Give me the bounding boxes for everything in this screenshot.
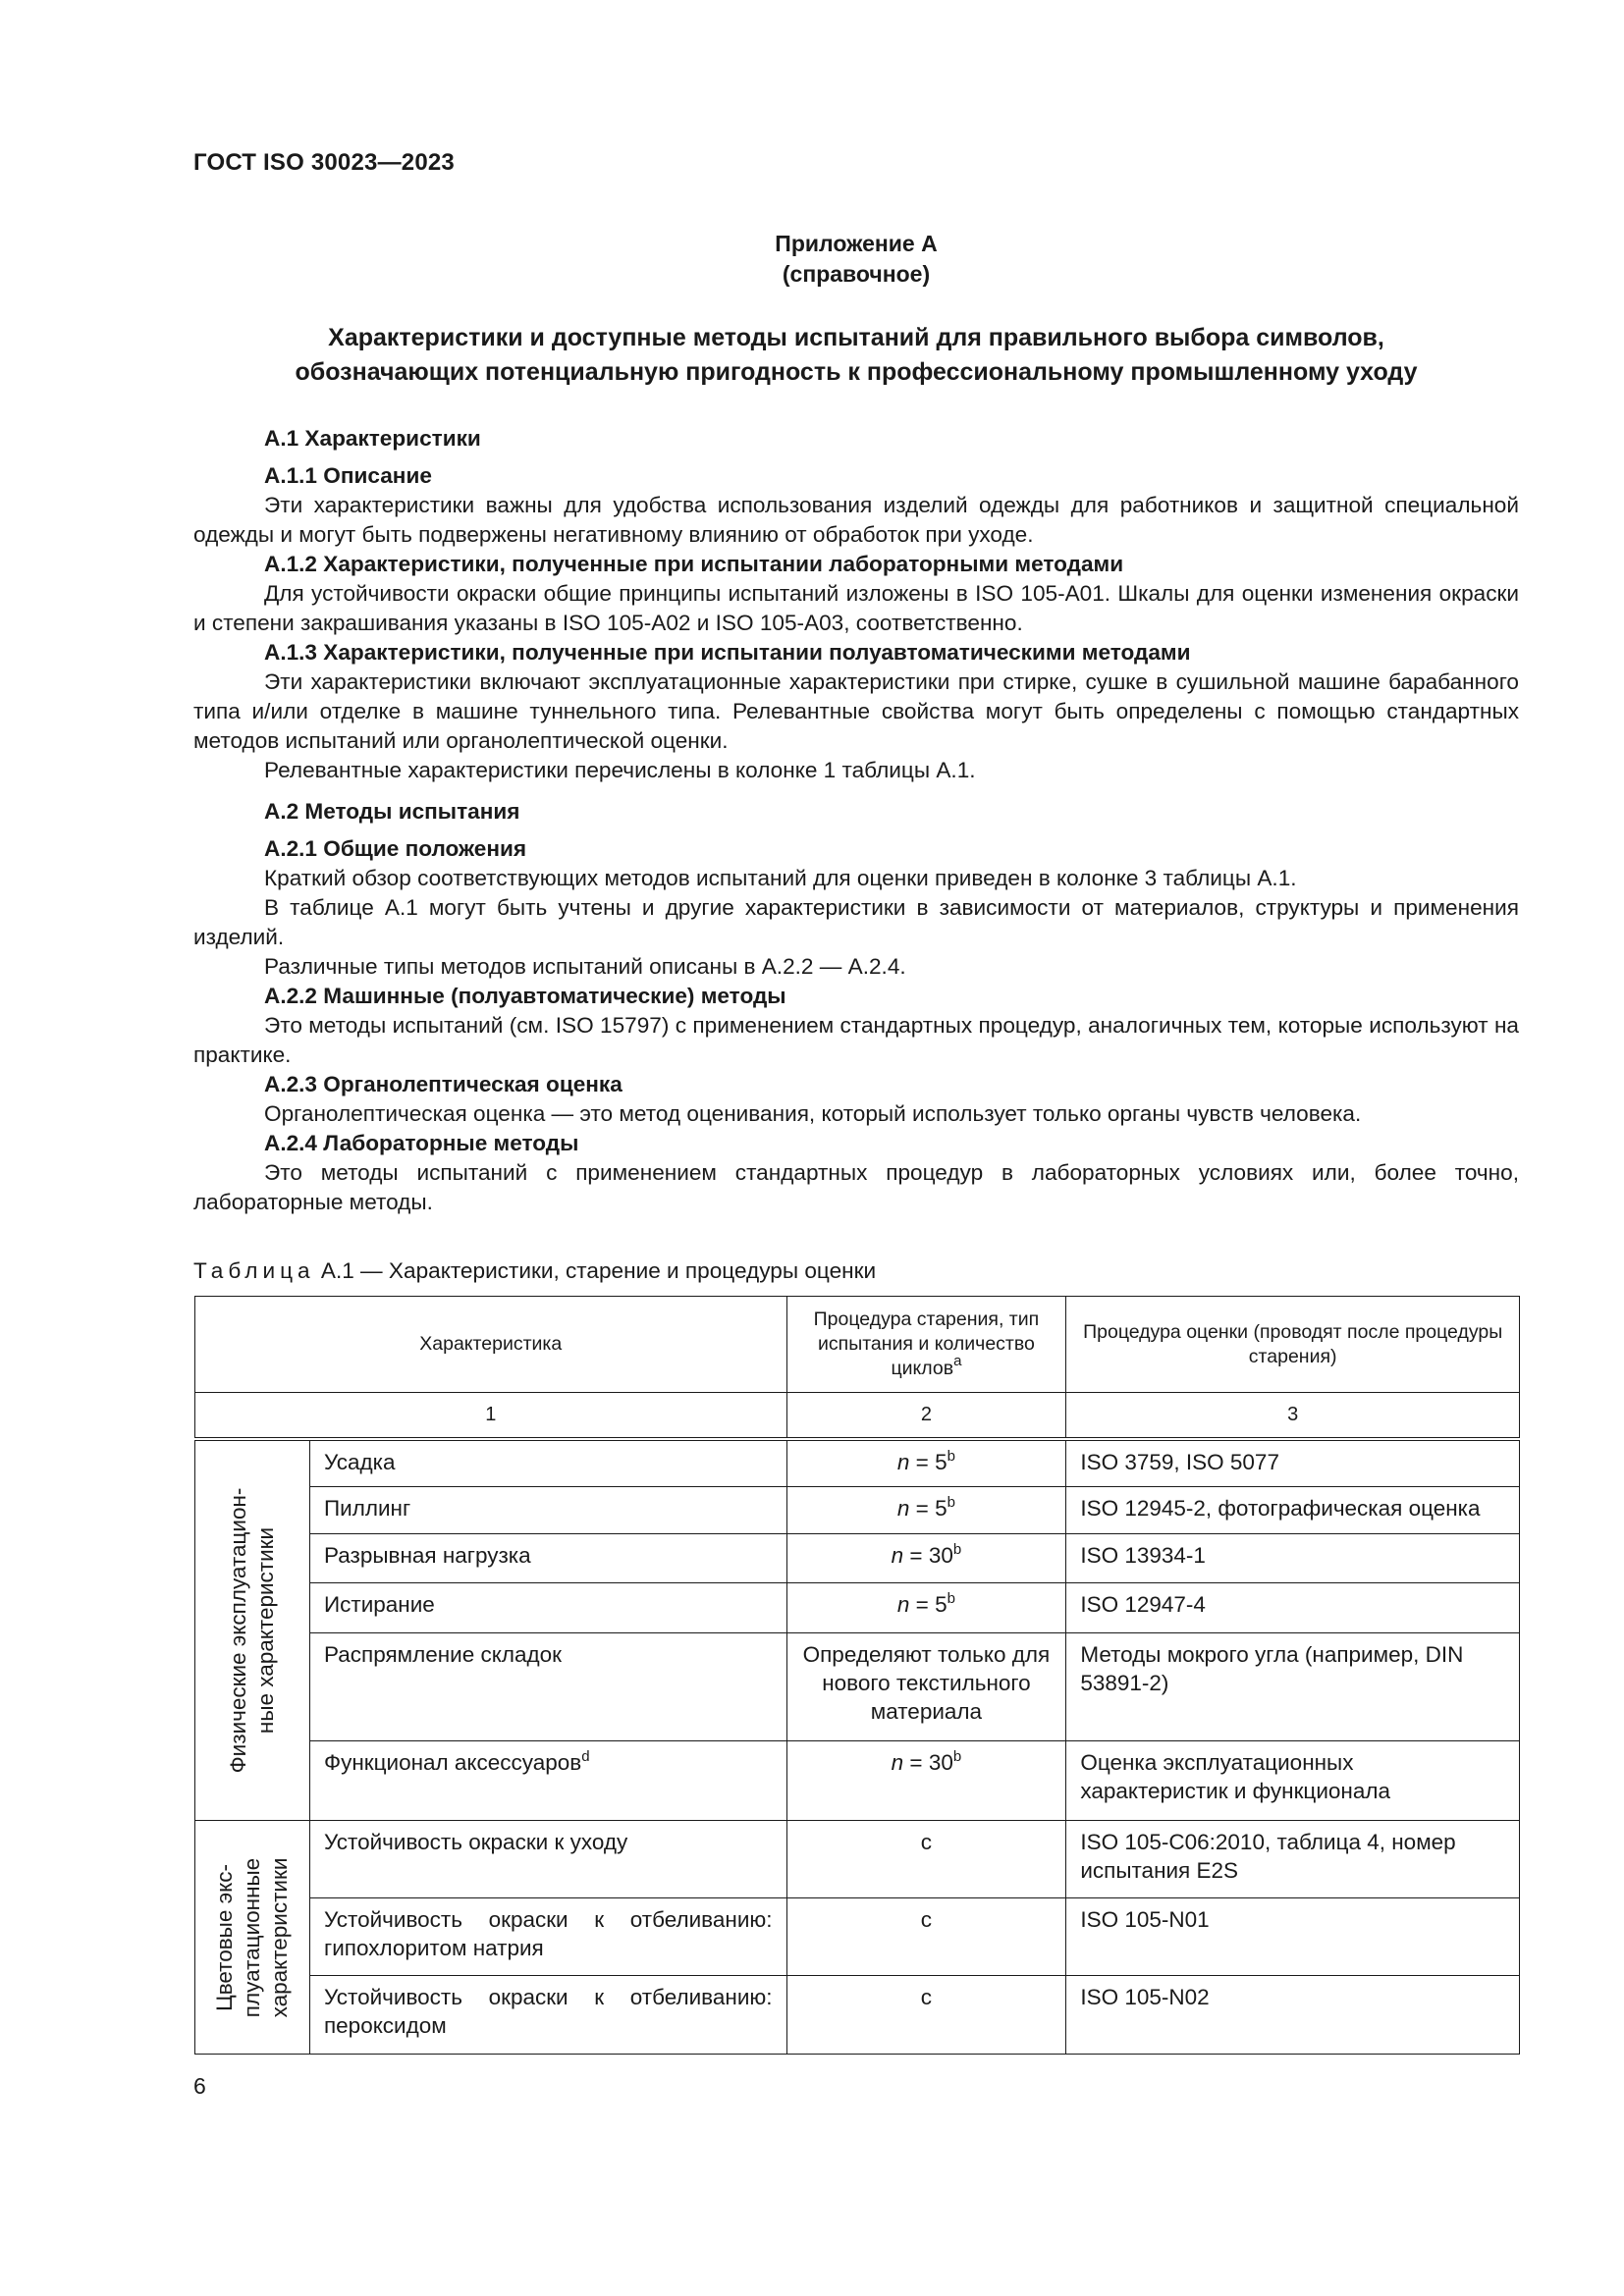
table-row — [195, 1821, 1520, 1898]
aging-cell: c — [786, 1976, 1066, 2055]
table-header-row — [195, 1297, 1520, 1393]
document-code: ГОСТ ISO 30023—2023 — [193, 149, 455, 176]
table-row — [195, 1439, 1520, 1486]
characteristic-cell: Пиллинг — [309, 1486, 786, 1533]
appendix-title: Приложение А — [775, 231, 938, 256]
header-aging-footnote: a — [953, 1353, 962, 1369]
group-label-color-line2: плуатационные — [239, 1857, 264, 2017]
evaluation-cell: Оценка эксплуатационных характеристик и функционала — [1066, 1741, 1520, 1821]
paragraph-a12: Для устойчивости окраски общие принципы испытаний изложены в ISO 105-A01. Шкалы для оценки изменения окраски и степени закрашивания указаны в ISO 105-A02 и ISO 105-A03, соответственно. — [193, 581, 1519, 635]
section-heading-a11: А.1.1 Описание — [264, 463, 432, 488]
group-label-physical-line2: ные характеристики — [252, 1526, 278, 1735]
paragraph-a13-2: Релевантные характеристики перечислены в колонке 1 таблицы А.1. — [264, 758, 976, 782]
characteristic-cell: Истирание — [309, 1583, 786, 1632]
page-number: 6 — [193, 2073, 206, 2099]
characteristic-cell: Устойчивость окраски к отбеливанию: гипохлоритом натрия — [309, 1898, 786, 1976]
header-characteristic: Характеристика — [195, 1297, 787, 1393]
group-label-physical-line1: Физические эксплуатацион- — [225, 1487, 250, 1774]
evaluation-cell: Методы мокрого угла (например, DIN 53891-2) — [1066, 1632, 1520, 1741]
paragraph-a13: Эти характеристики включают эксплуатационные характеристики при стирке, сушке в сушильной машине барабанного типа и/или отделке в машине туннельного типа. Релевантные свойства могут быть определены с помощью стандартных методов испытаний или органолептической оценки. — [193, 669, 1519, 753]
characteristic-cell: Разрывная нагрузка — [309, 1534, 786, 1583]
aging-cell: $n = 5^b$ — [786, 1583, 1066, 1632]
header-aging-text: Процедура старения, тип испытания и количество циклов — [813, 1308, 1040, 1379]
evaluation-cell: ISO 3759, ISO 5077 — [1066, 1439, 1520, 1486]
evaluation-cell: ISO 105-N02 — [1066, 1976, 1520, 2055]
paragraph-a21-1: Краткий обзор соответствующих методов испытаний для оценки приведен в колонке 3 таблицы А.1. — [264, 866, 1297, 890]
aging-cell: $n = 30^b$ — [786, 1534, 1066, 1583]
column-number: 2 — [786, 1393, 1066, 1440]
appendix-heading-line1: Характеристики и доступные методы испытаний для правильного выбора символов, — [328, 324, 1384, 351]
evaluation-cell: ISO 12947-4 — [1066, 1583, 1520, 1632]
characteristic-cell: Усадка — [309, 1439, 786, 1486]
paragraph-a21-3: Различные типы методов испытаний описаны в А.2.2 — А.2.4. — [264, 954, 906, 979]
aging-cell: c — [786, 1898, 1066, 1976]
appendix-heading-line2: обозначающих потенциальную пригодность к профессиональному промышленному уходу — [295, 358, 1418, 386]
section-heading-a12: А.1.2 Характеристики, полученные при испытании лабораторными методами — [264, 552, 1124, 576]
paragraph-a24: Это методы испытаний с применением стандартных процедур в лабораторных условиях или, более точно, лабораторные методы. — [193, 1160, 1519, 1214]
evaluation-cell: ISO 105-N01 — [1066, 1898, 1520, 1976]
table-row — [195, 1898, 1520, 1976]
table-row — [195, 1534, 1520, 1583]
header-aging — [786, 1297, 1066, 1393]
paragraph-a11: Эти характеристики важны для удобства использования изделий одежды для работников и защитной специальной одежды и могут быть подвержены негативному влиянию от обработок при уходе. — [193, 493, 1519, 547]
characteristics-table — [194, 1296, 1520, 2055]
appendix-body — [193, 424, 1519, 1217]
table-caption — [193, 1256, 876, 1286]
table-row — [195, 1632, 1520, 1741]
group-label-color-line3: характеристики — [266, 1857, 292, 2017]
characteristic-cell: Устойчивость окраски к уходу — [309, 1821, 786, 1898]
characteristic-cell: Функционал аксессуаров$^d$ — [309, 1741, 786, 1821]
table-row — [195, 1486, 1520, 1533]
section-heading-a24: А.2.4 Лабораторные методы — [264, 1131, 579, 1155]
characteristic-cell: Устойчивость окраски к отбеливанию: пероксидом — [309, 1976, 786, 2055]
header-evaluation: Процедура оценки (проводят после процедуры старения) — [1066, 1297, 1520, 1393]
aging-cell: $n = 30^b$ — [786, 1741, 1066, 1821]
paragraph-a21-2: В таблице А.1 могут быть учтены и другие характеристики в зависимости от материалов, структуры и применения изделий. — [193, 895, 1519, 949]
column-number: 1 — [195, 1393, 787, 1440]
aging-cell: c — [786, 1821, 1066, 1898]
characteristic-cell: Распрямление складок — [309, 1632, 786, 1741]
aging-cell: Определяют только для нового текстильного материала — [786, 1632, 1066, 1741]
section-heading-a22: А.2.2 Машинные (полуавтоматические) методы — [264, 984, 786, 1008]
evaluation-cell: ISO 12945-2, фотографическая оценка — [1066, 1486, 1520, 1533]
group-label-physical — [195, 1439, 310, 1821]
section-heading-a13: А.1.3 Характеристики, полученные при испытании полуавтоматическими методами — [264, 640, 1191, 665]
table-column-numbers-row — [195, 1393, 1520, 1440]
section-heading-a21: А.2.1 Общие положения — [264, 836, 527, 861]
aging-cell: $n = 5^b$ — [786, 1439, 1066, 1486]
section-heading-a2: А.2 Методы испытания — [264, 799, 520, 824]
paragraph-a22: Это методы испытаний (см. ISO 15797) с применением стандартных процедур, аналогичных тем, которые используют на практике. — [193, 1013, 1519, 1067]
table-caption-label: Таблица — [193, 1258, 315, 1283]
group-label-color-line1: Цветовые экс- — [211, 1863, 237, 2011]
table-row — [195, 1741, 1520, 1821]
group-label-color — [195, 1821, 310, 2055]
footnote-marker: d — [581, 1748, 590, 1766]
aging-cell: $n = 5^b$ — [786, 1486, 1066, 1533]
evaluation-cell: ISO 105-C06:2010, таблица 4, номер испытания E2S — [1066, 1821, 1520, 1898]
table-caption-text: А.1 — Характеристики, старение и процедуры оценки — [314, 1258, 877, 1283]
paragraph-a23: Органолептическая оценка — это метод оценивания, который использует только органы чувств человека. — [264, 1101, 1362, 1126]
section-heading-a1: А.1 Характеристики — [264, 426, 481, 451]
section-heading-a23: А.2.3 Органолептическая оценка — [264, 1072, 623, 1096]
evaluation-cell: ISO 13934-1 — [1066, 1534, 1520, 1583]
appendix-subtitle: (справочное) — [782, 261, 931, 287]
column-number: 3 — [1066, 1393, 1520, 1440]
table-row — [195, 1976, 1520, 2055]
table-row — [195, 1583, 1520, 1632]
